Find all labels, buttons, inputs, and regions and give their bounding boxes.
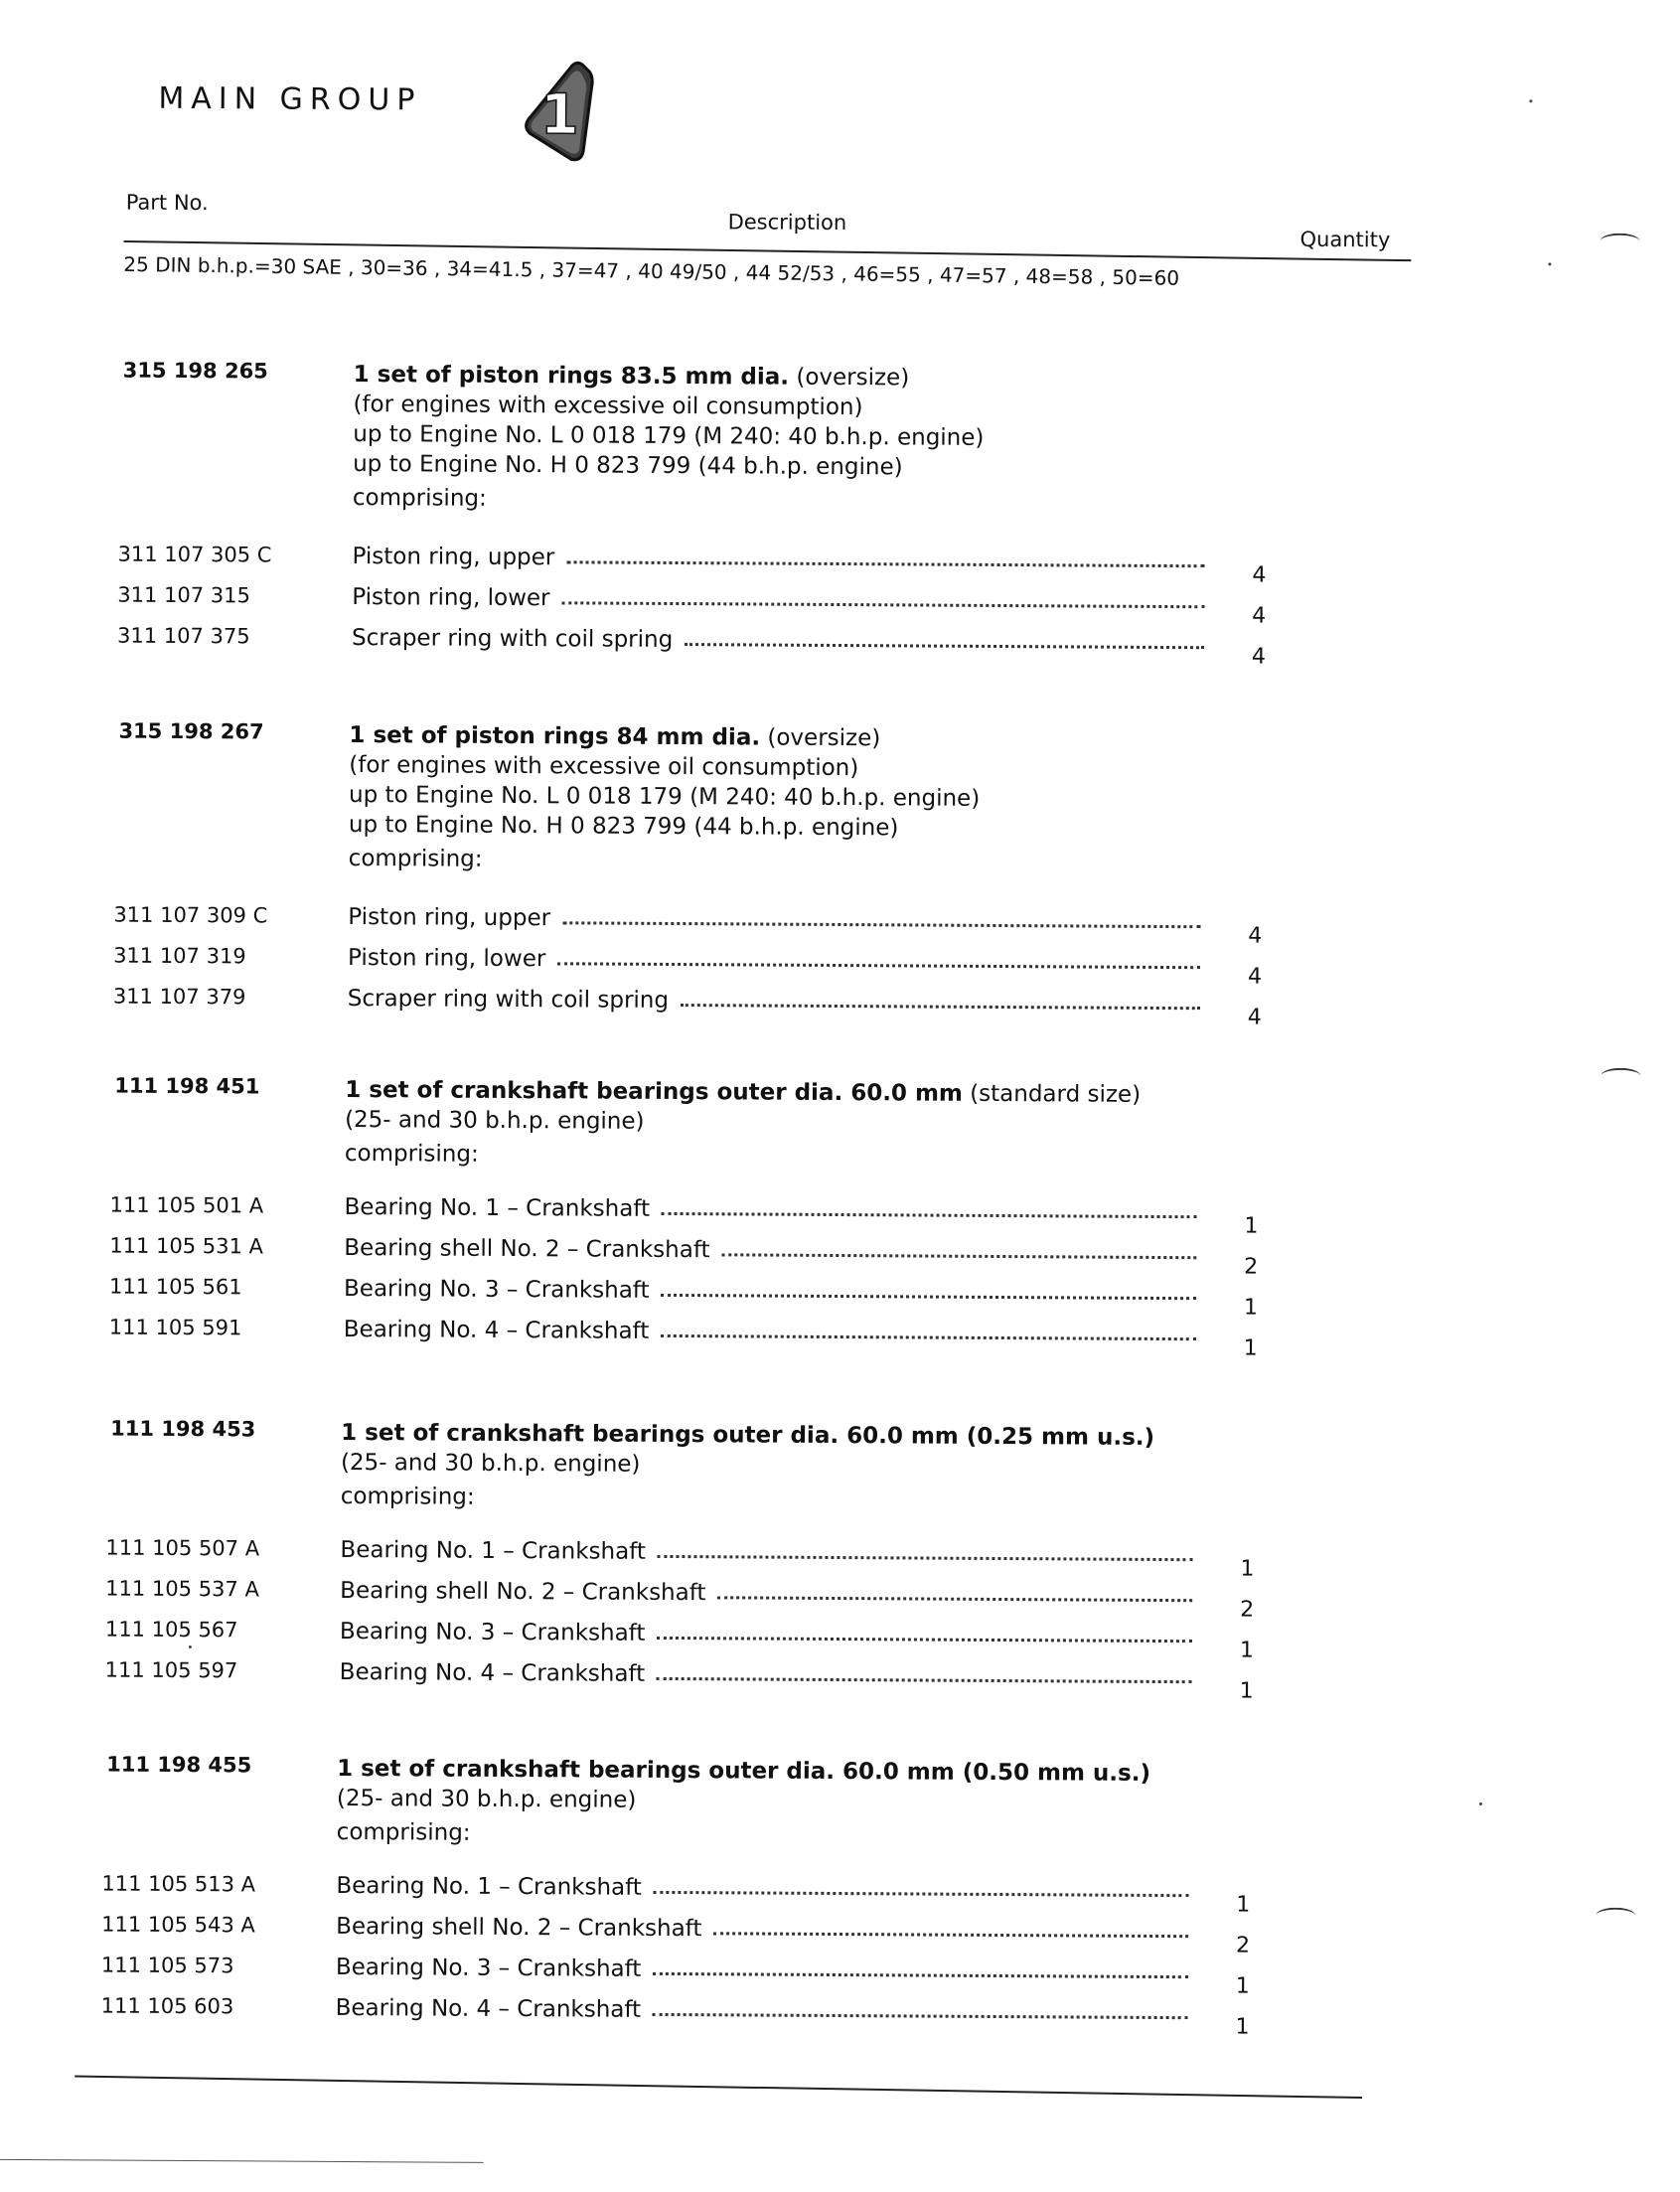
column-header-part-no: Part No. — [126, 191, 209, 216]
set-title-bold: 1 set of crankshaft bearings outer dia. 60.0 mm (0.25 mm u.s.) — [341, 1420, 1154, 1451]
footer-rule — [75, 2076, 1362, 2099]
item-description: Bearing No. 3 – Crankshaft — [336, 1955, 642, 1982]
item-part-number: 111 105 603 — [101, 1993, 234, 2018]
item-description: Bearing No. 3 – Crankshaft — [340, 1619, 646, 1646]
leader-dots — [657, 1675, 1192, 1683]
margin-mark — [1600, 234, 1639, 249]
item-quantity: 1 — [1228, 1892, 1258, 1917]
parts-sections — [0, 0, 1680, 5]
comprising-label: comprising: — [345, 1139, 1141, 1174]
column-header-description: Description — [728, 210, 847, 235]
item-part-number: 111 105 501 A — [110, 1193, 264, 1218]
item-description: Piston ring, lower — [352, 584, 549, 611]
parts-set-section — [106, 1753, 1398, 1761]
set-part-number: 315 198 267 — [118, 719, 263, 744]
set-description — [353, 360, 985, 517]
set-title — [345, 1075, 1141, 1110]
item-description: Bearing No. 4 – Crankshaft — [340, 1659, 646, 1687]
item-quantity: 1 — [1227, 2014, 1257, 2039]
margin-mark — [1596, 1908, 1635, 1924]
leader-dots — [562, 919, 1200, 928]
item-quantity: 2 — [1232, 1597, 1262, 1622]
parts-set-section — [114, 1074, 1406, 1082]
set-part-number: 111 198 451 — [114, 1074, 259, 1099]
item-quantity: 1 — [1232, 1678, 1262, 1703]
leader-dots — [557, 960, 1200, 969]
item-part-number: 311 107 315 — [117, 583, 250, 608]
item-quantity: 4 — [1240, 923, 1270, 948]
scan-speck — [1529, 99, 1532, 102]
set-note: (25- and 30 b.h.p. engine) — [341, 1448, 1154, 1483]
leader-dots — [653, 2011, 1188, 2019]
set-note: (25- and 30 b.h.p. engine) — [337, 1784, 1150, 1818]
item-quantity: 4 — [1244, 603, 1274, 628]
set-description — [337, 1754, 1150, 1852]
comprising-label: comprising: — [341, 1482, 1154, 1516]
parts-list-row — [117, 985, 1359, 1022]
leader-dots — [653, 1970, 1188, 1978]
item-description: Scraper ring with coil spring — [352, 625, 673, 653]
parts-list-row — [113, 1275, 1355, 1313]
parts-list-row — [121, 543, 1363, 580]
set-part-number: 315 198 265 — [123, 359, 268, 384]
parts-list-row — [105, 1913, 1347, 1951]
scan-speck — [1548, 262, 1551, 265]
comprising-label: comprising: — [349, 844, 980, 877]
item-quantity: 1 — [1236, 1295, 1266, 1320]
item-part-number: 111 105 567 — [105, 1618, 238, 1643]
item-part-number: 311 107 305 C — [118, 543, 272, 567]
item-quantity: 1 — [1232, 1638, 1262, 1662]
leader-dots — [685, 641, 1204, 649]
leader-dots — [657, 1553, 1192, 1561]
item-part-number: 111 105 561 — [109, 1275, 242, 1300]
item-part-number: 311 107 319 — [113, 944, 246, 969]
set-part-number: 111 198 453 — [110, 1417, 255, 1442]
parts-list-row — [117, 903, 1359, 941]
parts-set-section — [123, 359, 1415, 367]
item-description: Bearing shell No. 2 – Crankshaft — [336, 1914, 701, 1942]
item-part-number: 111 105 537 A — [105, 1577, 259, 1602]
item-part-number: 111 105 591 — [109, 1316, 242, 1340]
set-note: (for engines with excessive oil consumption) — [349, 750, 980, 784]
parts-list-row — [109, 1536, 1351, 1574]
set-title-suffix: (standard size) — [963, 1081, 1141, 1108]
item-part-number: 311 107 309 C — [113, 903, 267, 928]
set-title-suffix: (oversize) — [789, 365, 909, 391]
item-quantity: 1 — [1236, 1213, 1266, 1238]
item-part-number: 111 105 507 A — [105, 1536, 259, 1561]
set-title-bold: 1 set of crankshaft bearings outer dia. 60.0 mm (0.50 mm u.s.) — [337, 1756, 1150, 1787]
item-description: Piston ring, upper — [348, 904, 550, 931]
set-description — [341, 1418, 1154, 1516]
set-note: up to Engine No. H 0 823 799 (44 b.h.p. engine) — [349, 810, 980, 844]
set-title-suffix: (oversize) — [760, 725, 880, 752]
leader-dots — [661, 1332, 1196, 1340]
scan-speck — [1479, 1802, 1482, 1805]
set-title-bold: 1 set of piston rings 84 mm dia. — [349, 722, 760, 751]
parts-list-row — [113, 1193, 1355, 1231]
set-title — [354, 360, 985, 393]
item-part-number: 311 107 379 — [113, 985, 246, 1010]
group-number: 1 — [540, 82, 579, 147]
item-quantity: 4 — [1240, 964, 1270, 989]
set-description — [349, 720, 981, 877]
bottom-rule — [0, 2159, 484, 2163]
set-title — [337, 1754, 1150, 1789]
scan-speck — [189, 1645, 192, 1648]
item-part-number: 111 105 597 — [105, 1658, 238, 1683]
comprising-label: comprising: — [353, 483, 984, 517]
leader-dots — [561, 599, 1204, 608]
parts-list-row — [105, 1954, 1347, 1991]
item-part-number: 111 105 543 A — [101, 1912, 255, 1937]
item-description: Bearing shell No. 2 – Crankshaft — [344, 1235, 709, 1263]
set-title — [341, 1418, 1154, 1453]
item-quantity: 1 — [1236, 1335, 1266, 1360]
group-number-badge — [502, 54, 622, 174]
item-description: Scraper ring with coil spring — [348, 986, 669, 1014]
set-title-bold: 1 set of crankshaft bearings outer dia. 60.0 mm — [345, 1077, 963, 1107]
leader-dots — [681, 1002, 1200, 1010]
leader-dots — [567, 558, 1205, 567]
leader-dots — [721, 1251, 1196, 1259]
item-description: Bearing No. 4 – Crankshaft — [344, 1317, 650, 1344]
item-description: Bearing shell No. 2 – Crankshaft — [340, 1578, 705, 1606]
set-note: up to Engine No. L 0 018 179 (M 240: 40 b.h.p. engine) — [349, 780, 980, 814]
item-part-number: 311 107 375 — [117, 624, 250, 649]
set-note: up to Engine No. H 0 823 799 (44 b.h.p. engine) — [353, 449, 984, 483]
item-quantity: 1 — [1232, 1556, 1262, 1581]
item-description: Bearing No. 4 – Crankshaft — [336, 1995, 642, 2023]
item-description: Bearing No. 1 – Crankshaft — [340, 1537, 646, 1565]
margin-mark — [1601, 1068, 1640, 1084]
parts-list-row — [105, 1872, 1347, 1910]
parts-list-row — [121, 583, 1363, 621]
leader-dots — [713, 1930, 1188, 1938]
item-quantity: 4 — [1244, 562, 1274, 587]
item-part-number: 111 105 573 — [101, 1953, 234, 1977]
item-quantity: 2 — [1228, 1933, 1258, 1957]
comprising-label: comprising: — [337, 1817, 1150, 1852]
main-group-title: MAIN GROUP — [158, 81, 421, 118]
set-title-bold: 1 set of piston rings 83.5 mm dia. — [354, 362, 790, 391]
parts-set-section — [110, 1417, 1402, 1425]
parts-list-row — [113, 1234, 1355, 1272]
set-note: up to Engine No. L 0 018 179 (M 240: 40 b.h.p. engine) — [353, 419, 984, 453]
set-title — [349, 720, 980, 754]
item-description: Bearing No. 1 – Crankshaft — [336, 1873, 642, 1901]
item-quantity: 4 — [1240, 1005, 1270, 1029]
parts-list-row — [105, 1994, 1347, 2032]
parts-list-row — [109, 1577, 1351, 1615]
parts-list-row — [117, 944, 1359, 982]
leader-dots — [662, 1210, 1197, 1218]
parts-list-row — [109, 1658, 1351, 1696]
parts-list-row — [109, 1618, 1351, 1655]
item-description: Bearing No. 3 – Crankshaft — [344, 1276, 650, 1304]
leader-dots — [653, 1889, 1188, 1897]
set-note: (for engines with excessive oil consumption) — [353, 390, 984, 423]
item-description: Bearing No. 1 – Crankshaft — [344, 1194, 650, 1222]
set-description — [345, 1075, 1141, 1174]
item-description: Piston ring, upper — [352, 544, 554, 570]
parts-list-row — [121, 624, 1363, 662]
column-header-quantity: Quantity — [1299, 228, 1390, 252]
item-part-number: 111 105 513 A — [101, 1871, 255, 1896]
page-header — [158, 52, 159, 171]
leader-dots — [657, 1635, 1192, 1643]
leader-dots — [717, 1594, 1192, 1602]
leader-dots — [661, 1292, 1196, 1300]
hp-equivalence-note: 25 DIN b.h.p.=30 SAE , 30=36 , 34=41.5 , 37=47 , 40 49/50 , 44 52/53 , 46=55 , 47=57 , 48=58 , 50=60 — [123, 252, 1179, 290]
item-quantity: 2 — [1236, 1254, 1266, 1279]
item-quantity: 1 — [1228, 1973, 1258, 1998]
parts-list-row — [113, 1316, 1355, 1353]
set-part-number: 111 198 455 — [106, 1753, 251, 1778]
item-part-number: 111 105 531 A — [109, 1234, 263, 1259]
parts-set-section — [119, 719, 1411, 727]
item-description: Piston ring, lower — [348, 945, 545, 972]
set-note: (25- and 30 b.h.p. engine) — [345, 1105, 1141, 1140]
item-quantity: 4 — [1244, 644, 1274, 669]
